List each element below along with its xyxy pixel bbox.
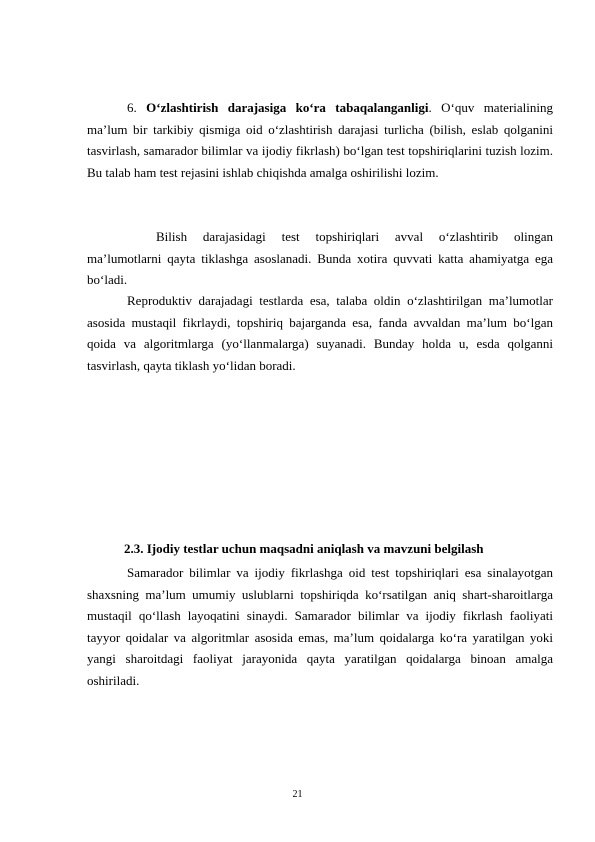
criterion-number: 6. [127, 100, 147, 115]
page-number: 21 [292, 789, 303, 800]
paragraph-criterion-6 [87, 97, 553, 183]
paragraph-knowledge-level: Bilish darajasidagi test topshiriqlari avval o‘zlashtirib olingan ma’lumotlarni qayta tiklashga asoslanadi. Bunda xotira quvvati katta ahamiyatga ega bo‘ladi. [87, 229, 553, 288]
criterion-text: . O‘quv materialining ma’lum bir tarkibiy qismiga oid o‘zlashtirish darajasi turlicha (bilish, eslab qolganini tasvirlash, samarador bilimlar va ijodiy fikrlash) bo‘lgan test topshiriqlarini tuzish lozim. Bu talab ham test rejasini ishlab chiqishda amalga oshirilishi lozim. [87, 100, 554, 180]
paragraph-reproductive-level: Reproduktiv darajadagi testlarda esa, talaba oldin o‘zlashtirilgan ma’lumotlar asosida mustaqil fikrlaydi, topshiriq bajarganda esa, fanda avvaldan ma’lum bo‘lgan qoida va algoritmlarga (yo‘llanmalarga) suyanadi. Bunday holda u, esda qolganni tasvirlash, qayta tiklash yo‘lidan boradi. [87, 293, 553, 373]
section-heading: 2.3. Ijodiy testlar uchun maqsadni aniqlash va mavzuni belgilash [124, 541, 484, 556]
paragraph-creative-tests: Samarador bilimlar va ijodiy fikrlashga oid test topshiriqlari esa sinalayotgan shaxsning ma’lum umumiy uslublarni topshiriqda ko‘rsatilgan aniq shart-sharoitlarga mustaqil qo‘llash layoqatini sinaydi. Samarador bilimlar va ijodiy fikrlash faoliyati tayyor qoidalar va algoritmlar asosida emas, ma’lum qoidalarga ko‘ra yaratilgan yoki yangi sharoitdagi faoliyat jarayonida qayta yaratilgan qoidalarga binoan amalga oshiriladi. [87, 565, 553, 688]
criterion-title: O‘zlashtirish darajasiga ko‘ra tabaqalanganligi [146, 100, 429, 115]
